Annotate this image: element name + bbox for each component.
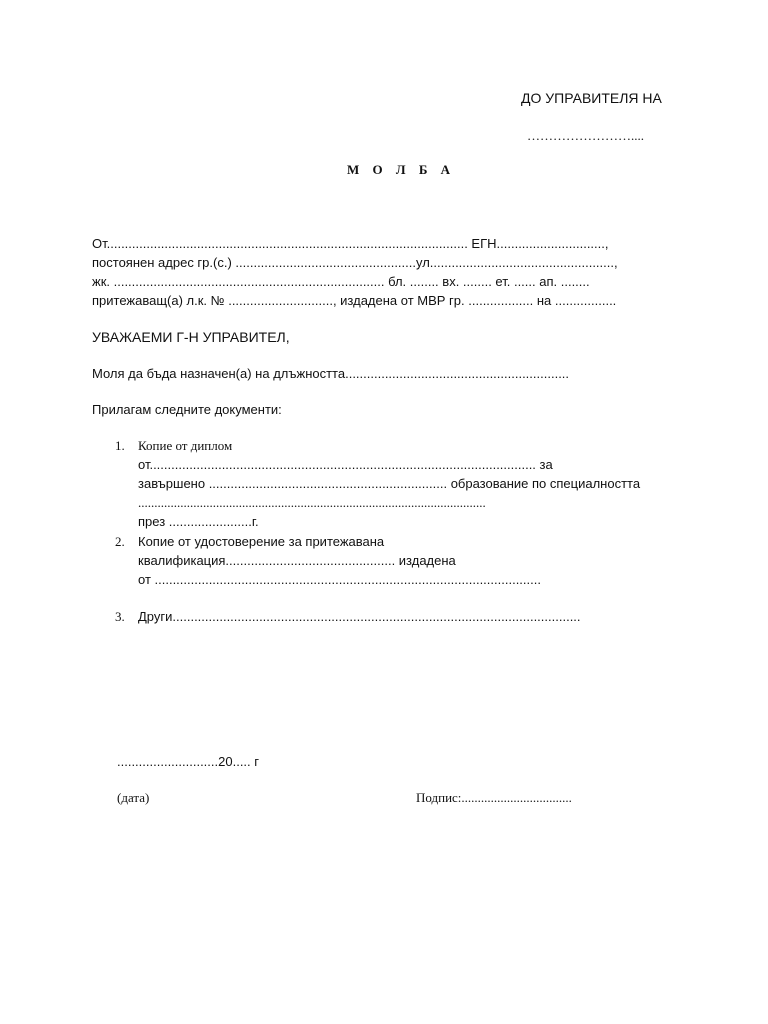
list-item-line: Копие от удостоверение за притежавана — [138, 534, 385, 549]
list-item-number: 2. — [115, 534, 125, 549]
applicant-line-name: От.................................................................................................... ЕГН.............................., — [92, 236, 609, 251]
list-item-line: ........................................................................................................... — [138, 495, 486, 510]
date-line: ............................20..... г — [117, 754, 260, 769]
list-item-line: от........................................................................................................... за — [138, 457, 553, 472]
list-item-line: от ........................................................................................................... — [138, 572, 541, 587]
list-item-line: квалификация............................................... издадена — [138, 553, 456, 568]
list-item-line: Други................................................................................................................. — [138, 609, 581, 624]
list-item-number: 3. — [115, 609, 125, 624]
applicant-line-id: притежаващ(а) л.к. № ............................., издадена от МВР гр. .................. на ................. — [92, 293, 617, 308]
addressee-blank: …………………….... — [527, 128, 644, 143]
list-item-number: 1. — [115, 438, 125, 453]
list-item-line: завършено .................................................................. образование по специалността — [138, 476, 641, 491]
attachments-intro: Прилагам следните документи: — [92, 402, 282, 417]
list-item-line: през .......................г. — [138, 514, 259, 529]
applicant-line-complex: жк. ........................................................................... бл. ........ вх. ........ ет. ...... ап. ........ — [92, 274, 590, 289]
date-label: (дата) — [117, 790, 150, 805]
greeting: УВАЖАЕМИ Г-Н УПРАВИТЕЛ, — [92, 329, 290, 345]
list-item-line: Копие от диплом — [138, 438, 233, 453]
request-text: Моля да бъда назначен(а) на длъжността.............................................................. — [92, 366, 570, 381]
applicant-line-address: постоянен адрес гр.(с.) ..................................................ул..................................................., — [92, 255, 618, 270]
signature-line: Подпис:.................................. — [416, 790, 572, 805]
document-title: М О Л Б А — [347, 162, 456, 177]
addressee-heading: ДО УПРАВИТЕЛЯ НА — [521, 90, 662, 106]
